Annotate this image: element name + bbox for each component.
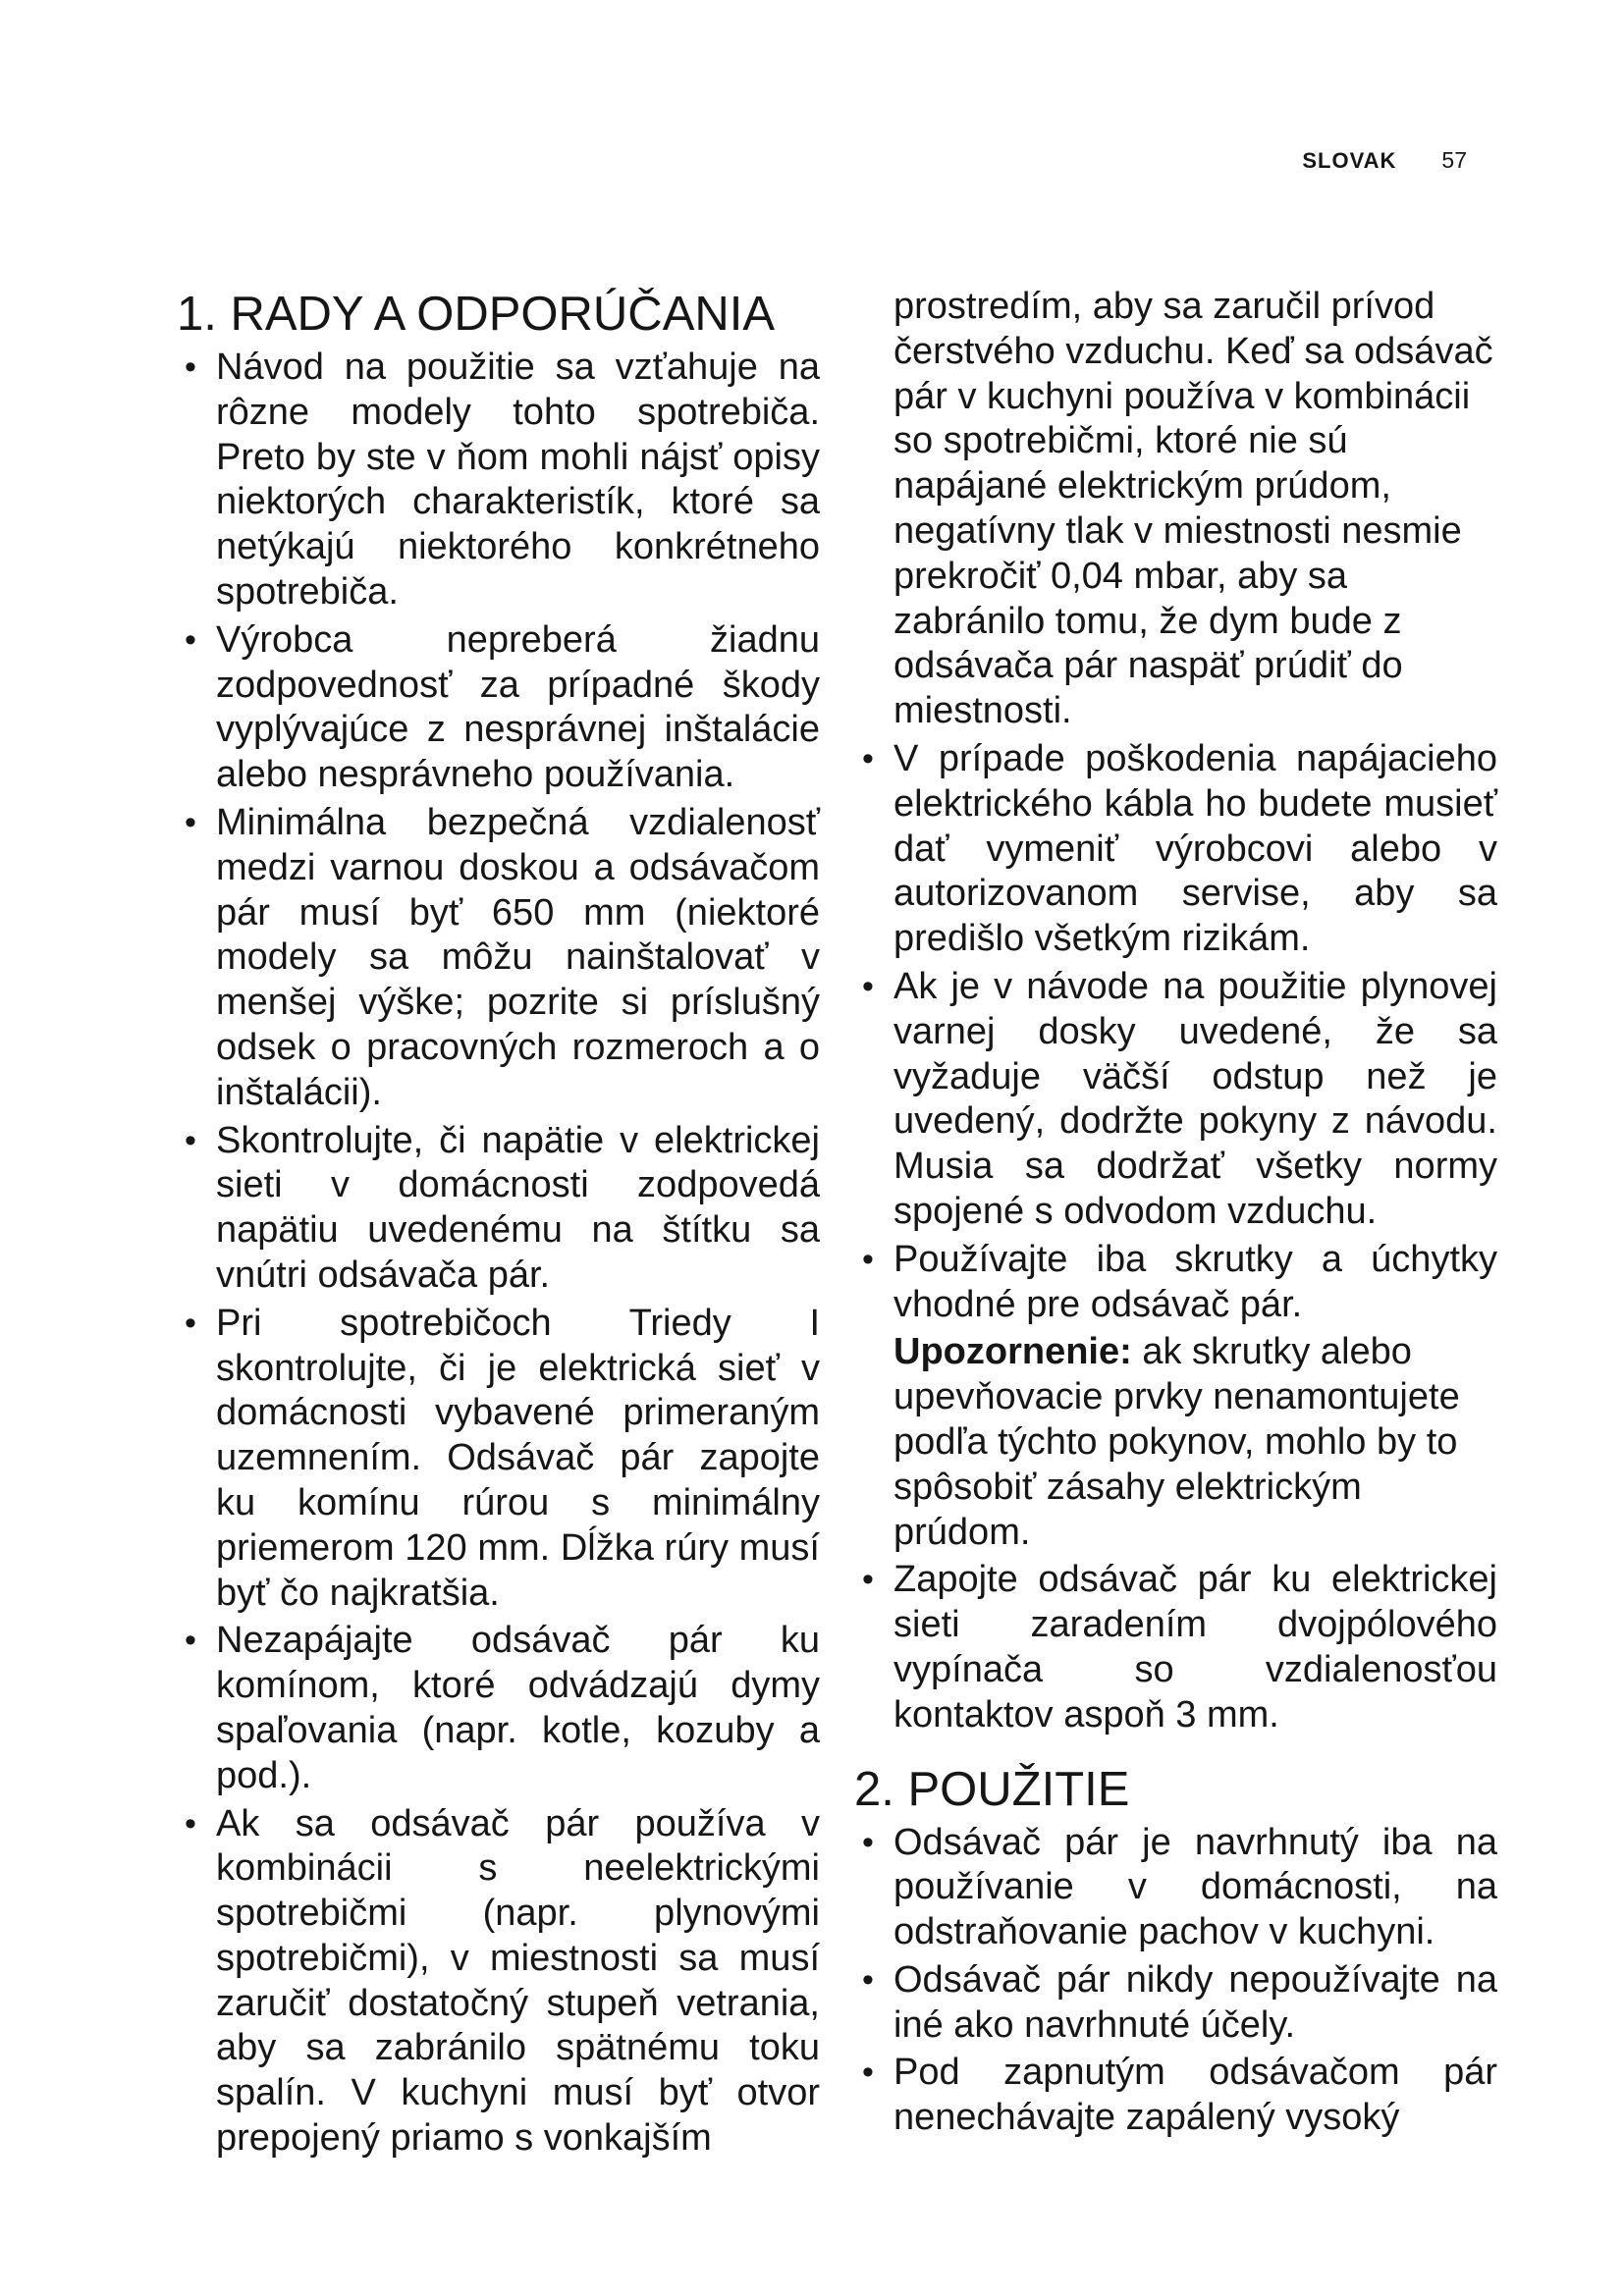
- list-item: • Zapojte odsávač pár ku elektrickej sieti zaradením dvojpólového vypínača so vzdialenosťou kontaktov aspoň 3 mm.: [854, 1558, 1497, 1737]
- page-header: [1302, 147, 1467, 174]
- warning-note: [854, 1330, 1497, 1555]
- list-item: • Návod na použitie sa vzťahuje na rôzne modely tohto spotrebiča. Preto by ste v ňom mohli nájsť opisy niektorých charakteristík, ktoré sa netýkajú niektorého konkrétneho spotrebiča.: [177, 346, 820, 615]
- warning-text: ak skrutky alebo upevňovacie prvky nenamontujete podľa týchto pokynov, mohlo by to spôsobiť zásahy elektrickým prúdom.: [893, 1331, 1460, 1553]
- list-item: • Minimálna bezpečná vzdialenosť medzi varnou doskou a odsávačom pár musí byť 650 mm (niektoré modely sa môžu nainštalovať v menšej výške; pozrite si príslušný odsek o pracovných rozmeroch a o inštalácii).: [177, 801, 820, 1116]
- list-item: • V prípade poškodenia napájacieho elektrického kábla ho budete musieť dať vymeniť výrobcovi alebo v autorizovanom servise, aby sa predišlo všetkým rizikám.: [854, 737, 1497, 962]
- language-label: SLOVAK: [1302, 148, 1397, 173]
- page-number: 57: [1441, 147, 1467, 173]
- list-item: • Ak sa odsávač pár používa v kombinácii s neelektrickými spotrebičmi (napr. plynovými spotrebičmi), v miestnosti sa musí zaručiť dostatočný stupeň vetrania, aby sa zabránilo spätnému toku spalín. V kuchyni musí byť otvor prepojený priamo s vonkajším: [177, 1802, 820, 2162]
- list-item: • Ak je v návode na použitie plynovej varnej dosky uvedené, že sa vyžaduje väčší odstup než je uvedený, dodržte pokyny z návodu. Musia sa dodržať všetky normy spojené s odvodom vzduchu.: [854, 965, 1497, 1235]
- list-item-continuation: prostredím, aby sa zaručil prívod čerstvého vzduchu. Keď sa odsávač pár v kuchyni používa v kombinácii so spotrebičmi, ktoré nie sú napájané elektrickým prúdom, negatívny tlak v miestnosti nesmie prekročiť 0,04 mbar, aby sa zabránilo tomu, že dym bude z odsávača pár naspäť prúdiť do miestnosti.: [893, 286, 1493, 732]
- list-item: • Skontrolujte, či napätie v elektrickej sieti v domácnosti zodpovedá napätiu uvedenému na štítku sa vnútri odsávača pár.: [177, 1119, 820, 1299]
- list-item: • Výrobca nepreberá žiadnu zodpovednosť za prípadné škody vyplývajúce z nesprávnej inštalácie alebo nesprávneho používania.: [177, 618, 820, 798]
- list-item: • Odsávač pár nikdy nepoužívajte na iné ako navrhnuté účely.: [854, 1958, 1497, 2049]
- list-item: • Nezapájajte odsávač pár ku komínom, ktoré odvádzajú dymy spaľovania (napr. kotle, kozuby a pod.).: [177, 1619, 820, 1798]
- right-column: [854, 285, 1497, 2144]
- list-item: • Používajte iba skrutky a úchytky vhodné pre odsávač pár.: [854, 1238, 1497, 1328]
- usage-list: [854, 1821, 1497, 2142]
- section-title-2: 2. POUŽITIE: [854, 1762, 1130, 1816]
- recommendations-list: [177, 346, 820, 2162]
- list-item: • Pod zapnutým odsávačom pár nenechávajte zapálený vysoký: [854, 2051, 1497, 2141]
- recommendations-list-continued: [854, 285, 1497, 1738]
- section-title-1: 1. RADY A ODPORÚČANIA: [177, 288, 776, 341]
- left-column: [177, 285, 820, 2164]
- list-item: • Pri spotrebičoch Triedy I skontrolujte, či je elektrická sieť v domácnosti vybavené primeraným uzemnením. Odsávač pár zapojte ku komínu rúrou s minimálny priemerom 120 mm. Dĺžka rúry musí byť čo najkratšia.: [177, 1302, 820, 1617]
- list-item: • Odsávač pár je navrhnutý iba na používanie v domácnosti, na odstraňovanie pachov v kuchyni.: [854, 1821, 1497, 1955]
- warning-label: Upozornenie:: [893, 1331, 1132, 1373]
